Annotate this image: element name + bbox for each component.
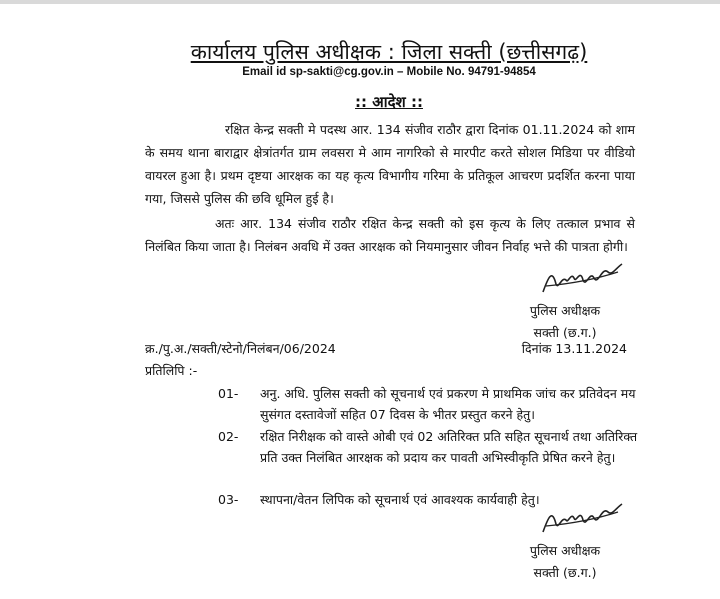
signature-block-1 — [500, 300, 630, 344]
order-title — [0, 92, 720, 112]
sp-designation: पुलिस अधीक्षक — [529, 543, 601, 558]
sp-designation: पुलिस अधीक्षक — [529, 303, 601, 318]
reference-number: क्र./पु.अ./सक्ती/स्टेनो/निलंबन/06/2024 — [145, 341, 336, 356]
sp-location: सक्ती (छ.ग.) — [533, 325, 597, 340]
order-paragraph-1: रक्षित केन्द्र सक्ती मे पदस्थ आर. 134 संजीव राठौर द्वारा दिनांक 01.11.2024 को शाम के समय थाना बाराद्वार क्षेत्रांतर्गत ग्राम लवसरा मे आम नागरिको से मारपीट करते सोशल मिडिया पर वीडियो वायरल हुआ है। प्रथम दृष्टया आरक्षक का यह कृत्य विभागीय गरिमा के प्रतिकूल आचरण प्रदर्शित करना पाया गया, जिससे पुलिस की छवि धूमिल हुई है। — [145, 122, 635, 206]
sp-location: सक्ती (छ.ग.) — [533, 565, 597, 580]
order-paragraph-2: अतः आर. 134 संजीव राठौर रक्षित केन्द्र सक्ती को इस कृत्य के लिए तत्काल प्रभाव से निलंबित किया जाता है। निलंबन अवधि में उक्त आरक्षक को नियमानुसार जीवन निर्वाह भत्ते की पात्रता होगी। — [145, 216, 635, 254]
contact-line — [0, 66, 720, 78]
copy-item-text: अनु. अधि. पुलिस सक्ती को सूचनार्थ एवं प्रकरण मे प्राथमिक जांच कर प्रतिवेदन मय सुसंगत दस्तावेजों सहित 07 दिवस के भीतर प्रस्तुत करने हेतु। — [260, 386, 636, 422]
signature-2 — [538, 498, 628, 538]
copy-label: प्रतिलिपि :- — [145, 363, 198, 378]
copy-item-number: 03- — [218, 492, 239, 507]
signature-block-2 — [500, 540, 630, 584]
contact-mobile: 94791-94854 — [467, 66, 536, 78]
reference-date: दिनांक 13.11.2024 — [521, 341, 627, 356]
office-heading: कार्यालय पुलिस अधीक्षक : जिला सक्ती (छत्तीसगढ़) — [190, 40, 588, 64]
order-title-text: :: आदेश :: — [355, 93, 423, 111]
copy-item-number: 02- — [218, 429, 239, 444]
copy-item-text: रक्षित निरीक्षक को वास्ते ओबी एवं 02 अतिरिक्त प्रति सहित सूचनार्थ तथा अतिरिक्त प्रति उक्त निलंबित आरक्षक को प्रदाय कर पावती अभिस्वीकृति प्रेषित करने हेतु। — [260, 429, 638, 465]
copy-item-text: स्थापना/वेतन लिपिक को सूचनार्थ एवं आवश्यक कार्यवाही हेतु। — [260, 492, 540, 507]
signature-1 — [538, 258, 628, 298]
top-border — [0, 0, 720, 4]
copy-item-number: 01- — [218, 386, 239, 401]
contact-email: Email id sp-sakti@cg.gov.in – Mobile No. — [242, 66, 468, 78]
